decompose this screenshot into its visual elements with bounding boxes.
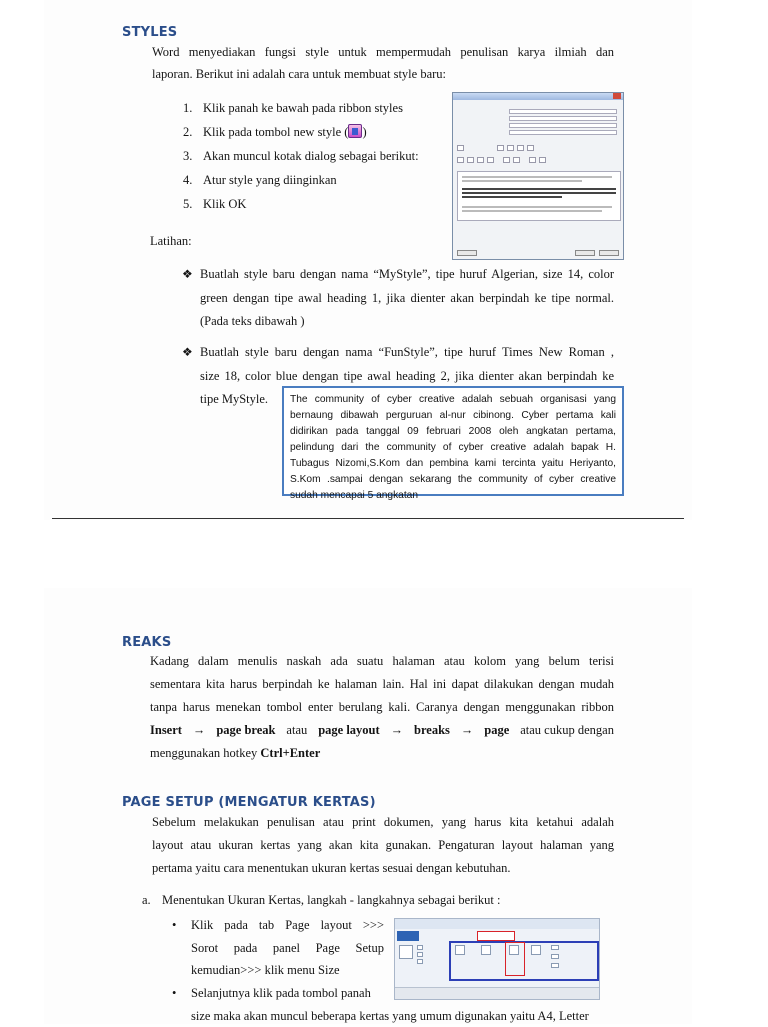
size-icon [509,945,519,955]
ruler [395,987,599,999]
styles-intro-line2: laporan. Berikut ini adalah cara untuk membuat style baru: [152,63,614,86]
mailings-tab [561,931,591,941]
exercise-line: size 18, color blue dengan tipe awal heading 2, jika dienter akan berpindah ke [200,365,614,389]
dialog-format-toolbar [457,145,621,151]
exercise-line: (Pada teks dibawah ) [200,310,614,334]
atau-text: atau [286,719,307,742]
styles-intro-line1: Word menyediakan fungsi style untuk mempermudah penulisan karya ilmiah dan [152,41,614,64]
colors-icon [417,945,423,950]
dialog-description [457,227,621,232]
quick-access-toolbar [395,919,599,929]
step-text: Klik OK [203,197,246,211]
reaks-hotkey-line [150,742,320,765]
page-break-text: page break [216,719,275,742]
dialog-row [457,109,621,114]
step-text: Atur style yang diinginkan [203,173,337,187]
step-text: Klik panah ke bawah pada ribbon styles [203,101,403,115]
page-setup-bullet-1 [172,914,384,982]
page-layout-text: page layout [318,719,379,742]
sample-text-box: The community of cyber creative adalah sebuah organisasi yang bernaung dibawah perguruan al-nur cibinong. Cyber pertama kali didirikan pada tanggal 09 februari 2008 oleh angkatan pertama, pelindung dari the community of cyber creative adalah bapak H. Tubagus Nizomi,S.Kom dan pembina kami tercinta yaitu Heriyanto, S.Kom .sampai dengan sekarang the community of cyber creative sudah mencapai 5 angkatan [282,386,624,496]
bullet-icon: • [172,914,176,937]
reaks-line: Kadang dalam menulis naskah ada suatu halaman atau kolom yang belum terisi [150,650,614,673]
orientation-icon [481,945,491,955]
sub-a-label: a. [142,889,151,912]
step-number: 5. [183,193,203,215]
page-setup-line: pertama yaitu cara menentukan ukuran kertas sesuai dengan kebutuhan. [152,857,614,880]
step-number: 3. [183,145,203,167]
insert-text: Insert [150,719,182,742]
bullet-icon: ❖ [182,263,193,287]
dialog-cancel-button [599,250,619,256]
bullet-line: size maka akan muncul beberapa kertas yang umum digunakan yaitu A4, Letter [172,1005,616,1027]
arrow-icon: → [461,719,474,742]
dialog-preview [457,171,621,221]
step-item [183,169,453,193]
arrow-icon: → [193,719,206,742]
references-tab [521,931,555,941]
reaks-line: tanpa harus menekan tombol enter berulang kali. Caranya dengan menggunakan ribbon [150,696,614,719]
bullet-line: kemudian>>> klik menu Size [172,959,384,982]
arrow-icon: → [391,719,404,742]
latihan-label: Latihan: [150,230,192,253]
themes-icon [399,945,413,959]
step-text-close: ) [362,125,366,139]
hotkey-prefix: menggunakan hotkey [150,746,260,760]
columns-icon [531,945,541,955]
page-setup-line: layout atau ukuran kertas yang akan kita gunakan. Pengaturan layout halaman yang [152,834,614,857]
line-numbers-icon [551,954,559,959]
home-tab [429,931,447,941]
styles-heading: STYLES [122,25,177,40]
tail-text: atau cukup dengan [520,719,614,742]
sub-a-text: Menentukan Ukuran Kertas, langkah - langkahnya sebagai berikut : [162,889,500,912]
bullet-line: Selanjutnya klik pada tombol panah [172,982,616,1005]
step-text: Akan muncul kotak dialog sebagai berikut: [203,149,419,163]
page-text: page [484,719,509,742]
margins-icon [455,945,465,955]
bullet-line: Klik pada tab Page layout >>> [172,914,384,937]
step-item [183,145,453,169]
dialog-row [457,123,621,128]
dialog-titlebar [453,93,623,100]
hyphenation-icon [551,963,559,968]
hotkey-text: Ctrl+Enter [260,746,320,760]
ribbon-tabs [395,931,599,941]
exercise-line: tipe MyStyle. [200,388,614,412]
bullet-icon: ❖ [182,341,193,365]
exercise-line: Buatlah style baru dengan nama “MyStyle”, tipe huruf Algerian, size 14, color [200,263,614,287]
step-number: 1. [183,97,203,119]
dialog-ok-button [575,250,595,256]
insert-tab [453,931,471,941]
bullet-line: Sorot pada panel Page Setup [172,937,384,960]
effects-icon [417,959,423,964]
create-style-dialog-screenshot [452,92,624,260]
dialog-row [457,116,621,121]
page-layout-tab [477,931,515,941]
step-number: 4. [183,169,203,191]
dialog-row [457,130,621,135]
reaks-heading: REAKS [122,635,171,650]
step-item [183,121,453,145]
page-divider [52,518,684,519]
reaks-ribbon-path [150,719,614,742]
step-number: 2. [183,121,203,143]
styles-steps-list [183,97,453,217]
file-tab [397,931,419,941]
new-style-icon [348,124,362,138]
reaks-line: sementara kita harus berpindah ke halaman lain. Hal ini dapat dilakukan dengan mudah [150,673,614,696]
close-icon [613,93,621,99]
exercise-line: Buatlah style baru dengan nama “FunStyle”, tipe huruf Times New Roman , [200,341,614,365]
breaks-icon [551,945,559,950]
page-setup-heading: PAGE SETUP (MENGATUR KERTAS) [122,795,376,810]
exercise-1 [200,263,614,334]
breaks-text: breaks [414,719,450,742]
exercise-line: green dengan tipe awal heading 1, jika dienter akan berpindah ke tipe normal. [200,287,614,311]
bullet-icon: • [172,982,176,1005]
step-item [183,97,453,121]
dialog-format-button [457,250,477,256]
dialog-align-toolbar [457,157,621,163]
step-text: Klik pada tombol new style ( [203,125,348,139]
page-setup-line: Sebelum melakukan penulisan atau print dokumen, yang harus kita ketahui adalah [152,811,614,834]
step-item [183,193,453,217]
page-layout-ribbon-screenshot [394,918,600,1000]
fonts-icon [417,952,423,957]
